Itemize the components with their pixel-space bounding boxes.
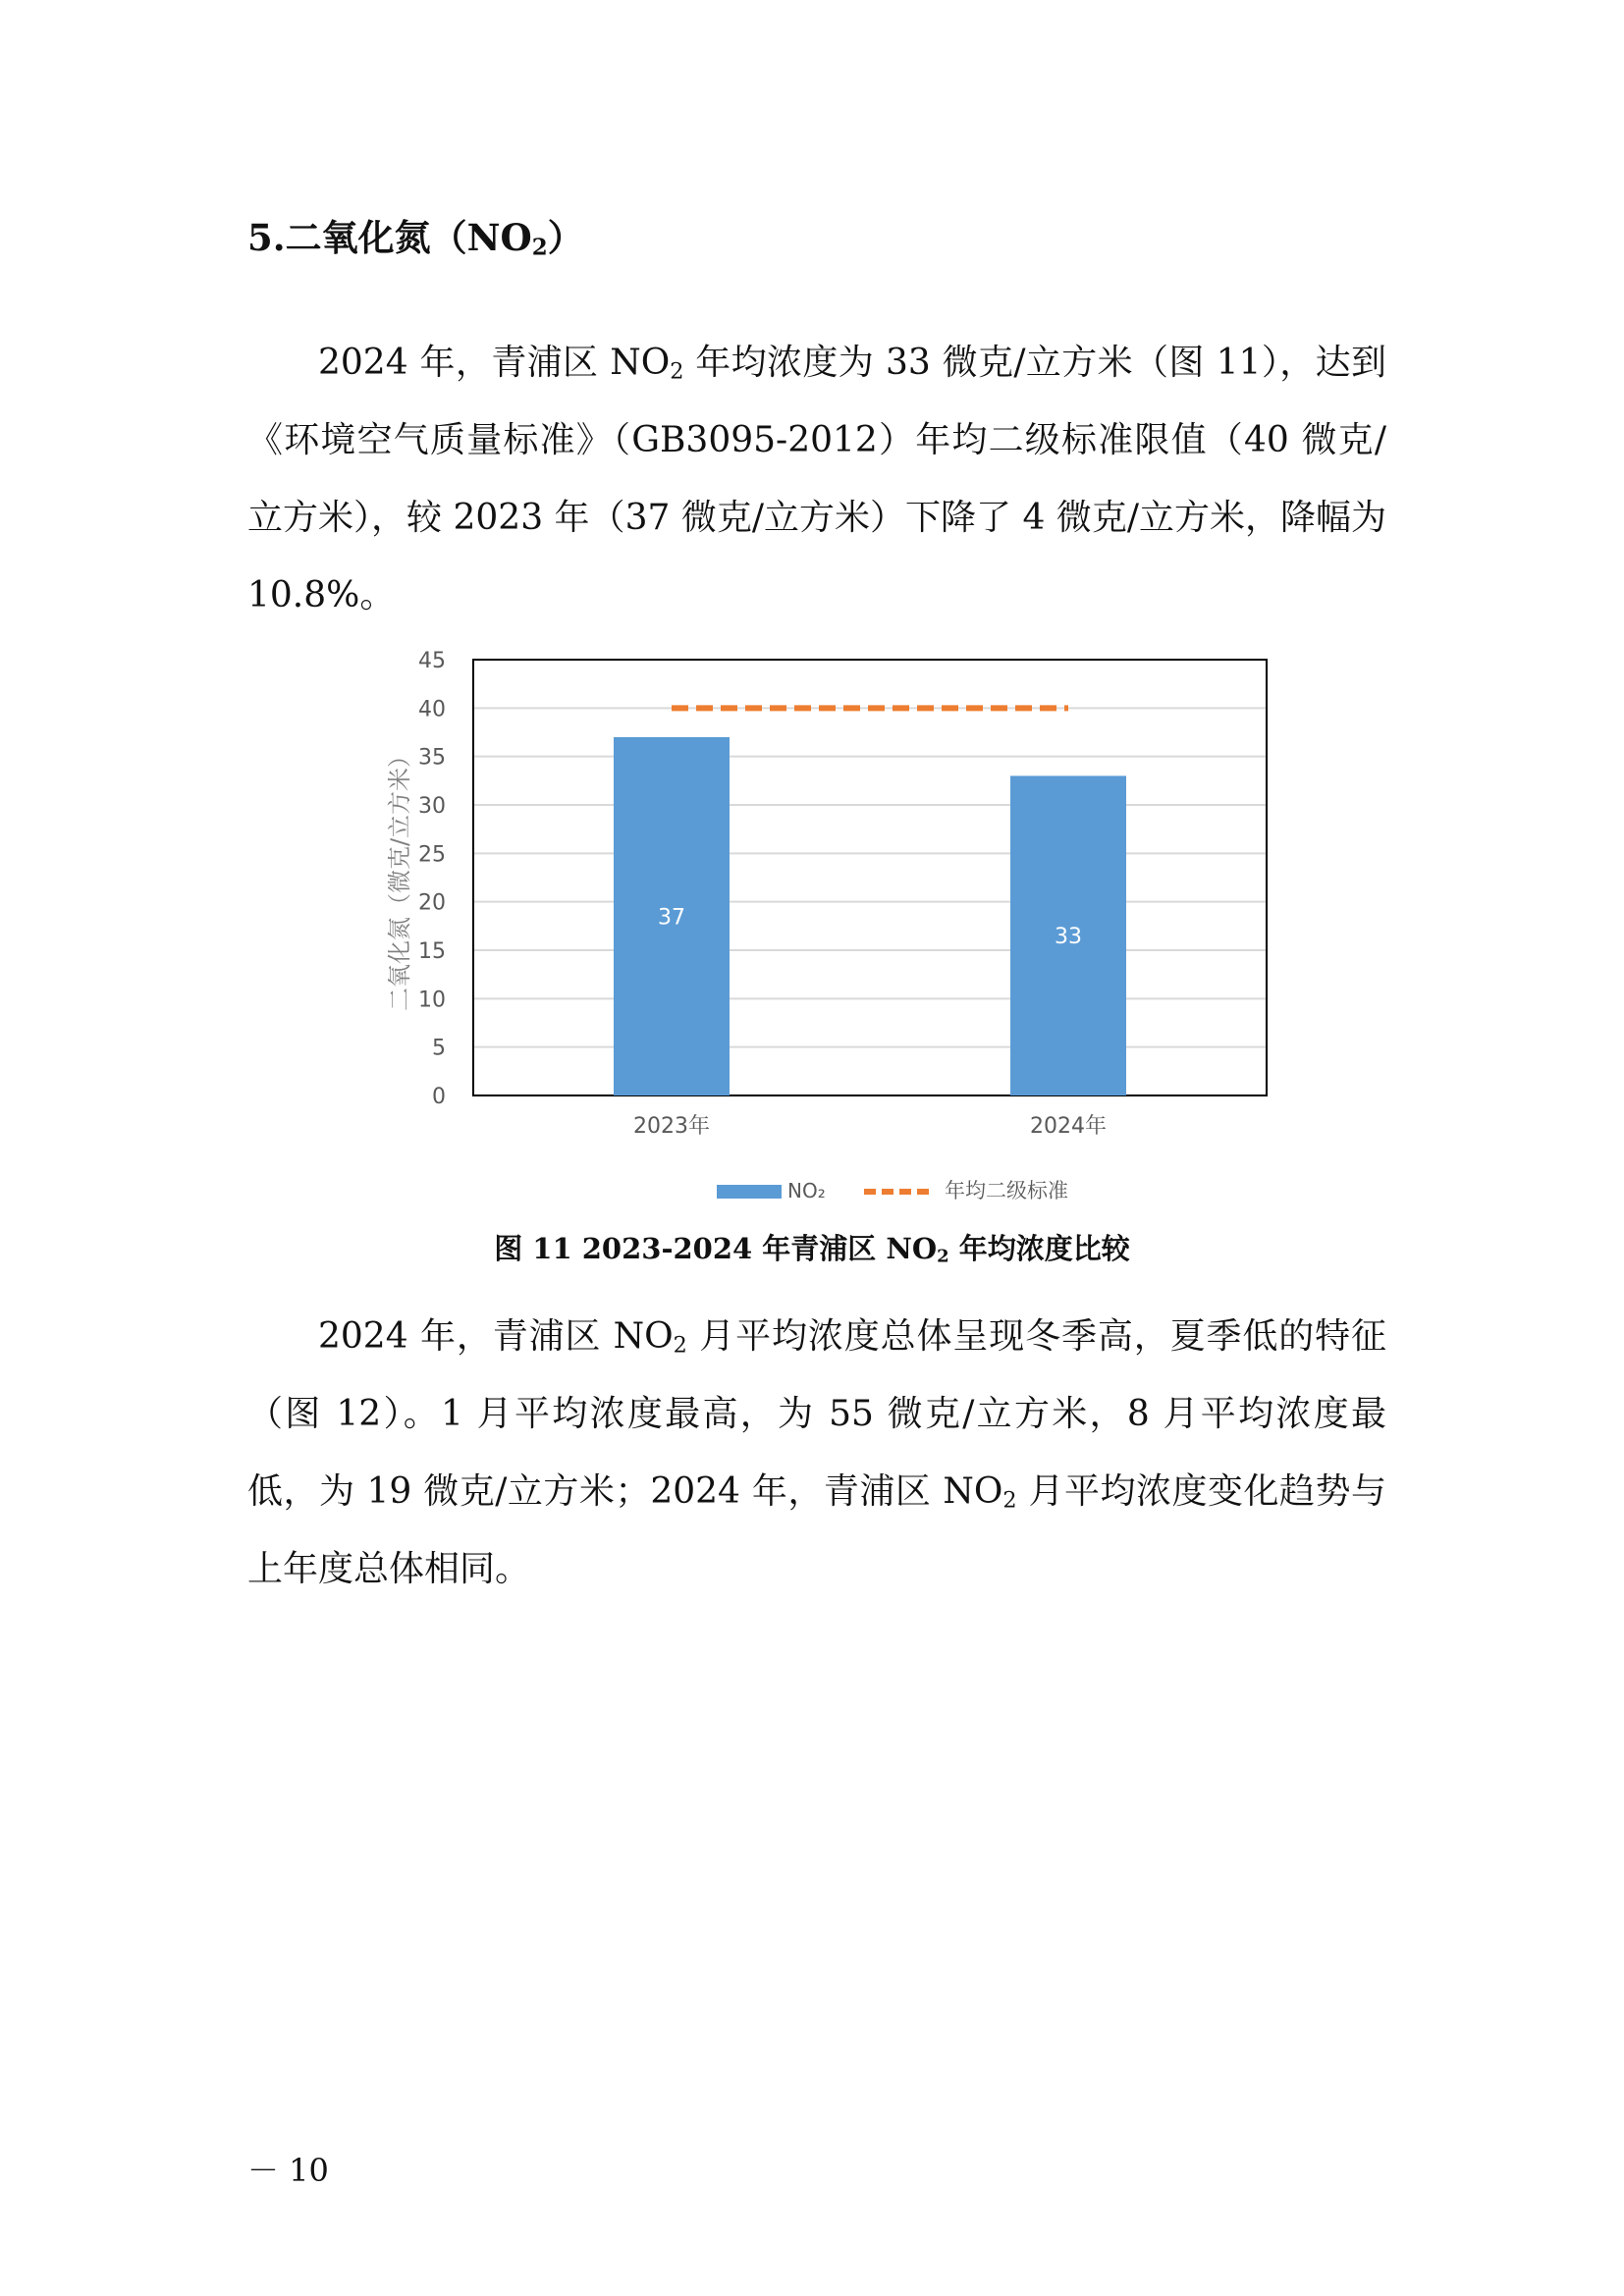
y-tick-label: 5 xyxy=(432,1036,446,1061)
y-axis-label: 二氧化氮（微克/立方米） xyxy=(386,743,413,1012)
y-tick-label: 0 xyxy=(432,1085,446,1109)
y-tick-label: 20 xyxy=(418,890,446,916)
paragraph-monthly-summary: 2024 年，青浦区 $NO_2$ 月平均浓度总体呈现冬季高，夏季低的特征（图 12）。1 月平均浓度最高，为 55 微克/立方米，8 月平均浓度最低，为 19 微克/立方米；2024 年，青浦区 $NO_2$ 月平均浓度变化趋势与上年度总体相同。 xyxy=(247,1316,1386,1589)
legend-label-standard: 年均二级标准 xyxy=(945,1179,1068,1202)
y-tick-label: 10 xyxy=(418,988,446,1013)
y-tick-label: 35 xyxy=(418,745,446,771)
y-tick-label: 30 xyxy=(418,794,446,819)
page-number: － 10 xyxy=(247,2152,329,2189)
y-tick-label: 25 xyxy=(418,842,446,868)
y-tick-label: 15 xyxy=(418,939,446,964)
figure-caption: 图 11 2023-2024 年青浦区 $NO_2$ 年均浓度比较 xyxy=(494,1232,1130,1267)
bar-data-label: 37 xyxy=(658,905,685,931)
no2-annual-bar-chart xyxy=(353,638,1286,1207)
section-heading: 5.二氧化氮$(NO_2)$ xyxy=(247,216,584,261)
plot-area-border xyxy=(473,660,1267,1095)
y-tick-label: 45 xyxy=(418,649,446,673)
paragraph-annual-summary: 2024 年，青浦区 $NO_2$ 年均浓度为 33 微克/立方米（图 11），达到《环境空气质量标准》（GB3095-2012）年均二级标准限值（40 微克/立方米），较 2023 年（37 微克/立方米）下降了 4 微克/立方米，降幅为 10.8%。 xyxy=(247,343,1386,615)
legend-label-no2: NO₂ xyxy=(787,1179,826,1202)
gridlines xyxy=(473,708,1267,1046)
x-tick-label: 2023年 xyxy=(633,1114,710,1139)
x-tick-label: 2024年 xyxy=(1030,1114,1107,1139)
bar-data-label: 33 xyxy=(1055,925,1082,950)
legend-swatch-no2 xyxy=(717,1185,782,1199)
y-tick-label: 40 xyxy=(418,697,446,722)
